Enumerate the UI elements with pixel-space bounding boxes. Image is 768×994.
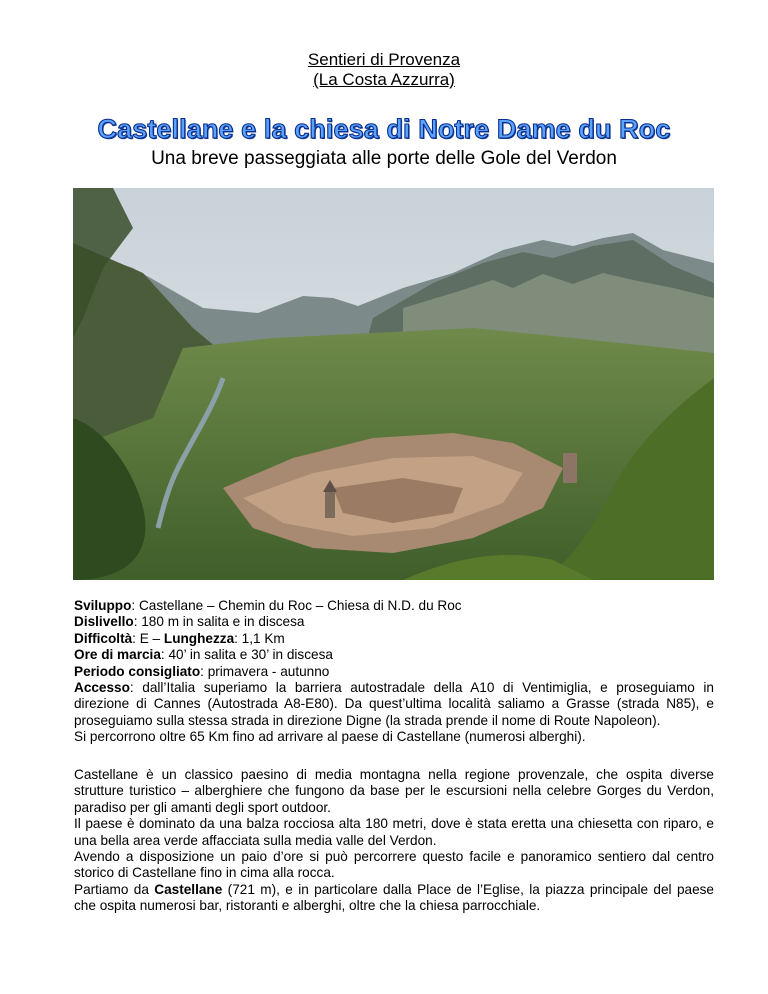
info-accesso: Accesso: dall’Italia superiamo la barriera autostradale della A10 di Ventimiglia, e proseguiamo in direzione di Cannes (Autostrada A8-E80). Da quest’ultima località saliamo a Grasse (strada N85), e proseguiamo sulla stessa strada in direzione Digne (la strada prende il nome di Route Napoleon).	[74, 680, 714, 728]
page-title: Castellane e la chiesa di Notre Dame du Roc	[97, 114, 671, 144]
paragraph: Il paese è dominato da una balza rocciosa alta 180 metri, dove è stata eretta una chiesetta con riparo, e una bella area verde affacciata sulla media valle del Verdon.	[74, 816, 714, 848]
info-difficolta: Difficoltà: E – Lunghezza: 1,1 Km	[74, 630, 285, 646]
info-accesso-extra: Si percorrono oltre 65 Km fino ad arrivare al paese di Castellane (numerosi alberghi).	[74, 729, 586, 745]
paragraph: Partiamo da Castellane (721 m), e in particolare dalla Place de l’Eglise, la piazza principale del paese che ospita numerosi bar, ristoranti e alberghi, oltre che la chiesa parrocchiale.	[74, 881, 714, 914]
series-heading	[0, 50, 768, 90]
info-sviluppo: Sviluppo: Castellane – Chemin du Roc – Chiesa di N.D. du Roc	[74, 598, 462, 613]
landscape-photo	[73, 188, 714, 580]
series-subtitle: (La Costa Azzurra)	[313, 70, 455, 89]
page-subtitle: Una breve passeggiata alle porte delle Gole del Verdon	[151, 148, 617, 169]
church-tower	[325, 490, 335, 518]
tower	[563, 453, 577, 483]
info-dislivello: Dislivello: 180 m in salita e in discesa	[74, 614, 305, 630]
info-ore: Ore di marcia: 40’ in salita e 30’ in discesa	[74, 647, 333, 663]
paragraph: Castellane è un classico paesino di media montagna nella regione provenzale, che ospita diverse strutture turistico – alberghiere che fungono da base per le escursioni nella celebre Gorges du Verdon, paradiso per gli amanti degli sport outdoor.	[74, 767, 714, 815]
route-info	[74, 598, 714, 746]
body-text	[74, 767, 714, 915]
series-title: Sentieri di Provenza	[307, 50, 461, 69]
paragraph: Avendo a disposizione un paio d’ore si può percorrere questo facile e panoramico sentiero dal centro storico di Castellane fino in cima alla rocca.	[74, 849, 714, 881]
info-periodo: Periodo consigliato: primavera - autunno	[74, 663, 330, 679]
